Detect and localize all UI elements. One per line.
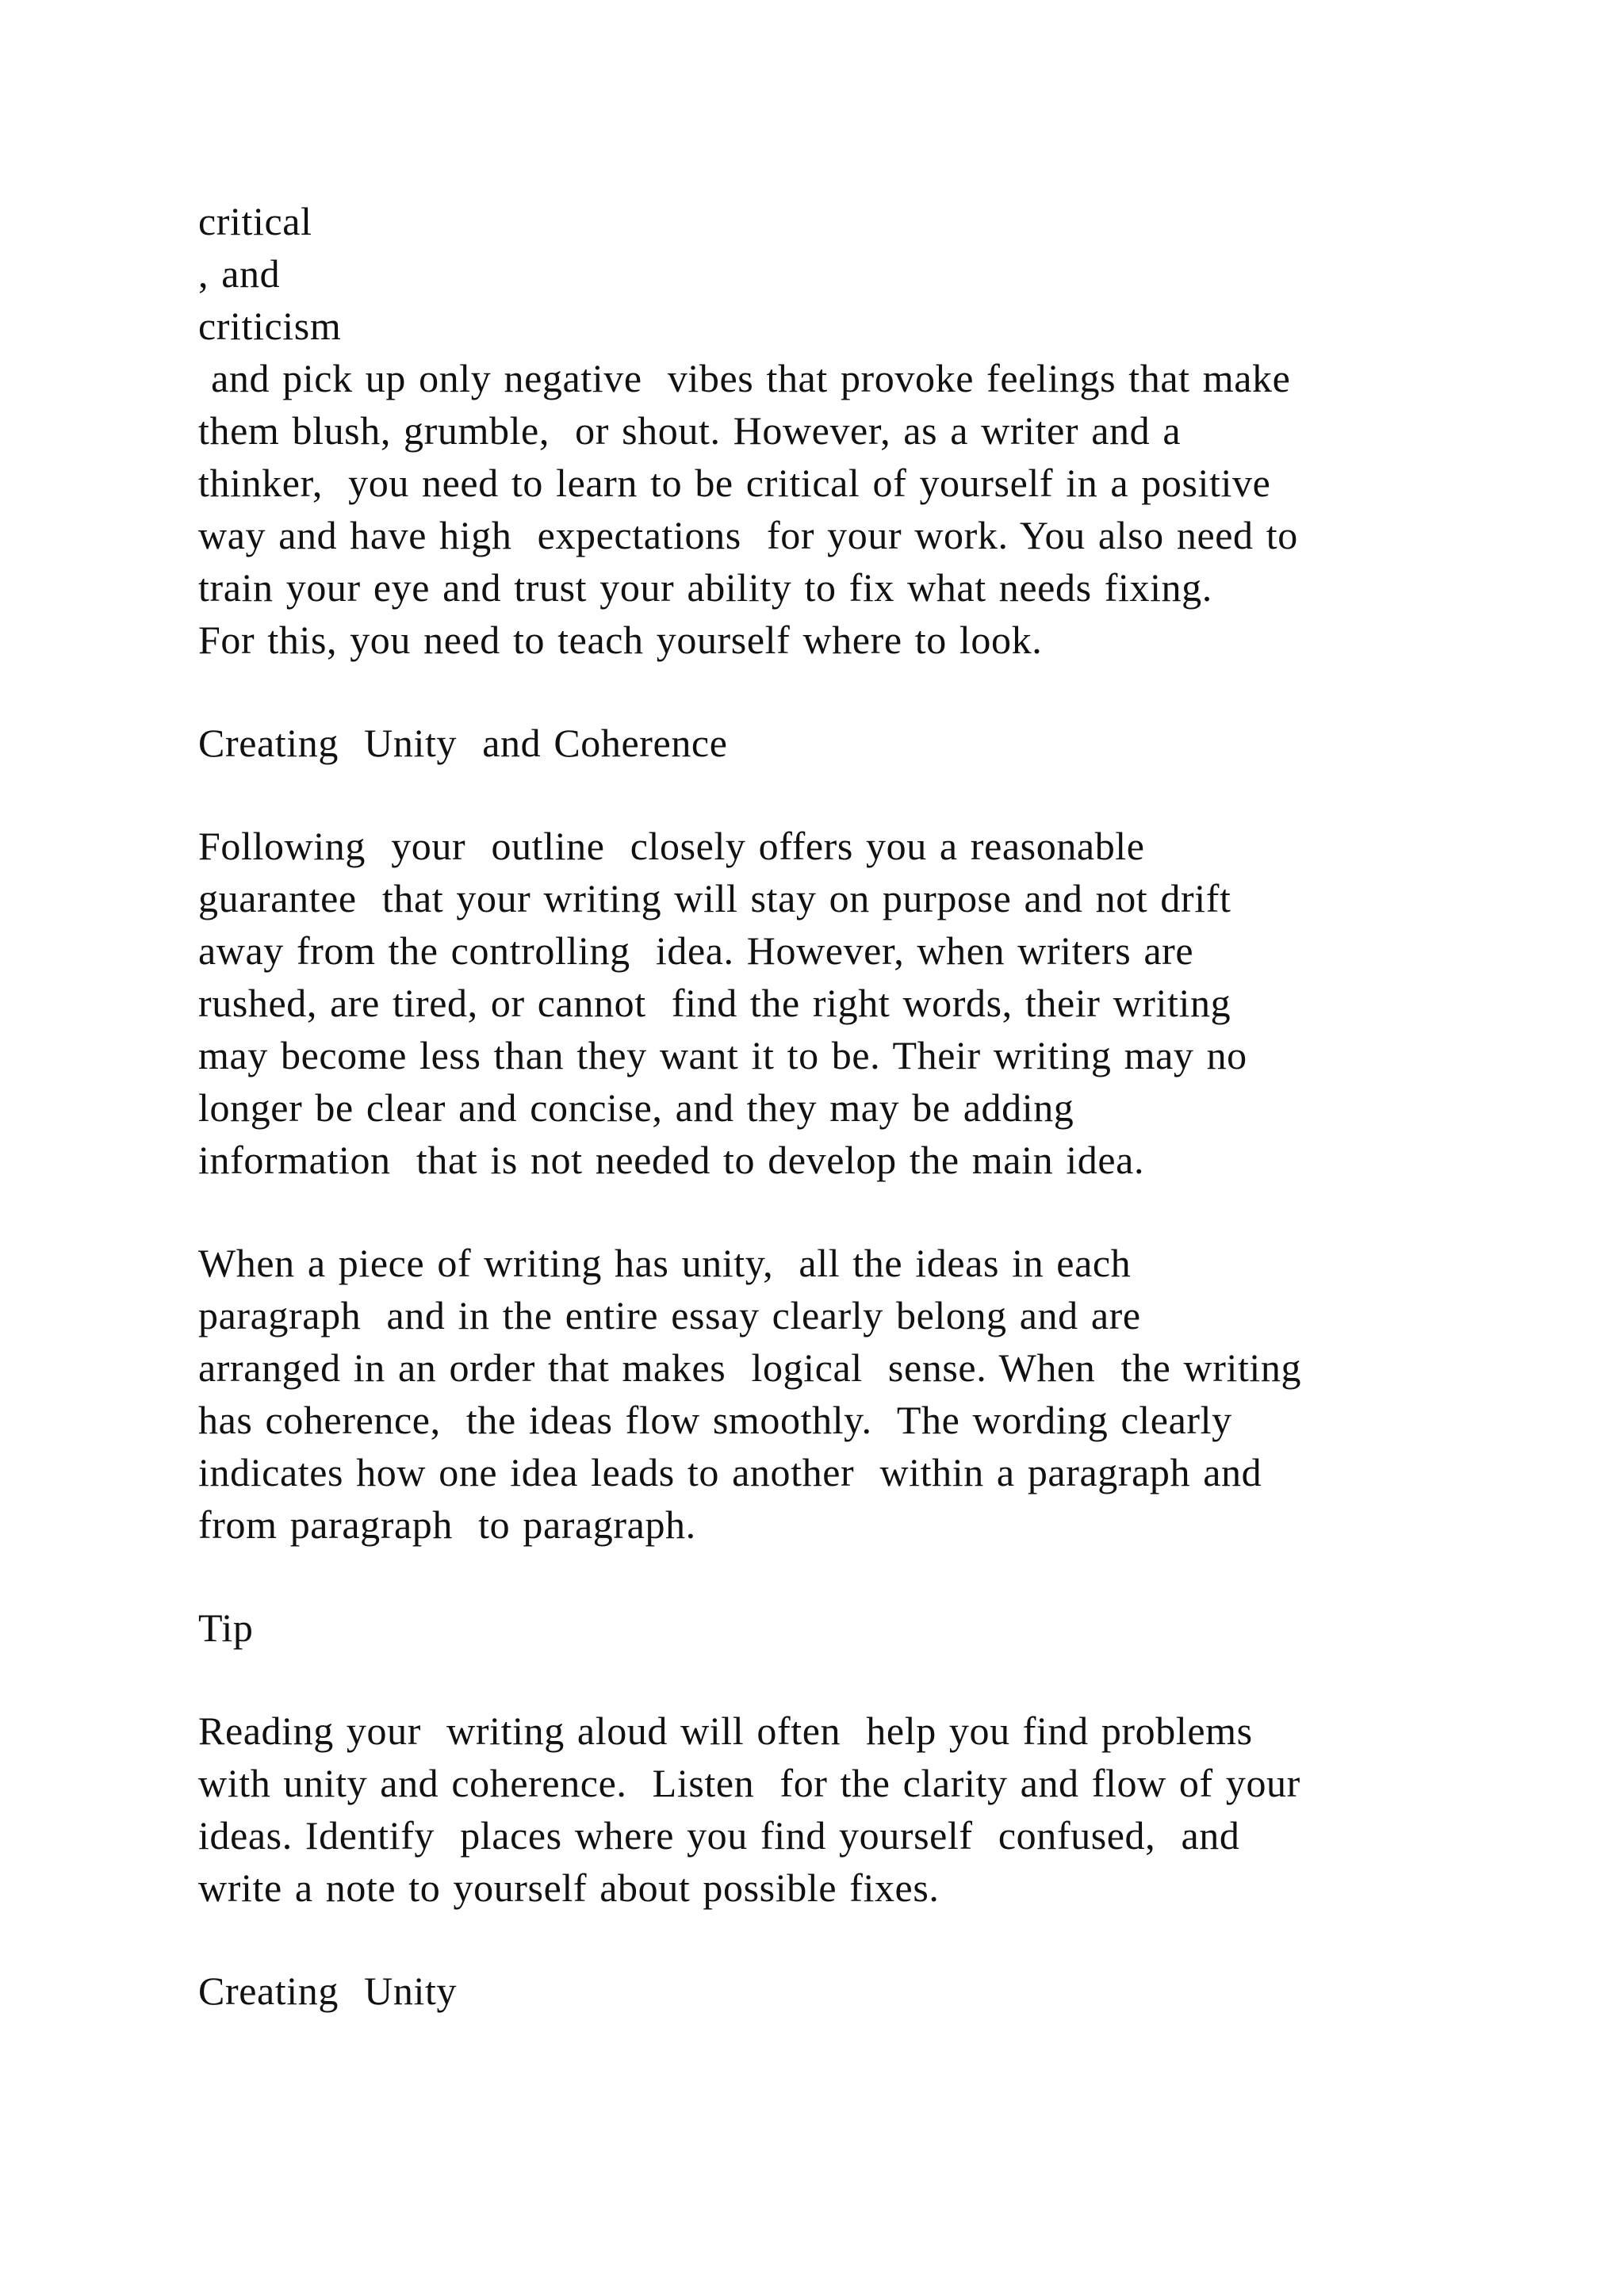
text-line: , and bbox=[198, 251, 281, 296]
paragraph-gap bbox=[198, 1654, 1499, 1705]
text-line: information that is not needed to develop the main idea. bbox=[198, 1138, 1145, 1182]
text-line: criticism bbox=[198, 304, 342, 348]
paragraph-gap bbox=[198, 1914, 1499, 1965]
text-line: paragraph and in the entire essay clearly belong and are bbox=[198, 1293, 1141, 1337]
paragraph-gap bbox=[198, 666, 1499, 717]
text-line: thinker, you need to learn to be critical of yourself in a positive bbox=[198, 461, 1271, 505]
text-line: way and have high expectations for your work. You also need to bbox=[198, 513, 1298, 557]
paragraph-gap bbox=[198, 1186, 1499, 1237]
text-line: When a piece of writing has unity, all the ideas in each bbox=[198, 1241, 1132, 1285]
text-line: write a note to yourself about possible fixes. bbox=[198, 1866, 940, 1910]
text-line: with unity and coherence. Listen for the clarity and flow of your bbox=[198, 1761, 1300, 1805]
section-heading: Creating Unity and Coherence bbox=[198, 721, 728, 765]
text-line: arranged in an order that makes logical sense. When the writing bbox=[198, 1345, 1302, 1390]
text-line: longer be clear and concise, and they may be adding bbox=[198, 1085, 1074, 1130]
text-line: from paragraph to paragraph. bbox=[198, 1502, 696, 1547]
paragraph-gap bbox=[198, 769, 1499, 820]
text-line: may become less than they want it to be. Their writing may no bbox=[198, 1033, 1247, 1077]
text-line: away from the controlling idea. However, when writers are bbox=[198, 928, 1194, 973]
tip-heading: Tip bbox=[198, 1605, 254, 1650]
text-line: For this, you need to teach yourself where to look. bbox=[198, 618, 1043, 662]
paragraph-gap bbox=[198, 1551, 1499, 1601]
text-line: them blush, grumble, or shout. However, as a writer and a bbox=[198, 408, 1182, 453]
text-line: indicates how one idea leads to another within a paragraph and bbox=[198, 1450, 1262, 1494]
text-line: rushed, are tired, or cannot find the right words, their writing bbox=[198, 981, 1231, 1025]
document-body bbox=[198, 195, 1499, 2017]
text-line: and pick up only negative vibes that provoke feelings that make bbox=[198, 356, 1291, 400]
section-heading: Creating Unity bbox=[198, 1969, 458, 2013]
text-line: train your eye and trust your ability to fix what needs fixing. bbox=[198, 565, 1212, 610]
text-line: ideas. Identify places where you find yourself confused, and bbox=[198, 1813, 1240, 1858]
text-line: Reading your writing aloud will often help you find problems bbox=[198, 1709, 1253, 1753]
text-line: Following your outline closely offers you a reasonable bbox=[198, 824, 1145, 868]
text-line: guarantee that your writing will stay on purpose and not drift bbox=[198, 876, 1231, 920]
text-line: critical bbox=[198, 199, 312, 243]
text-line: has coherence, the ideas flow smoothly. The wording clearly bbox=[198, 1398, 1232, 1442]
